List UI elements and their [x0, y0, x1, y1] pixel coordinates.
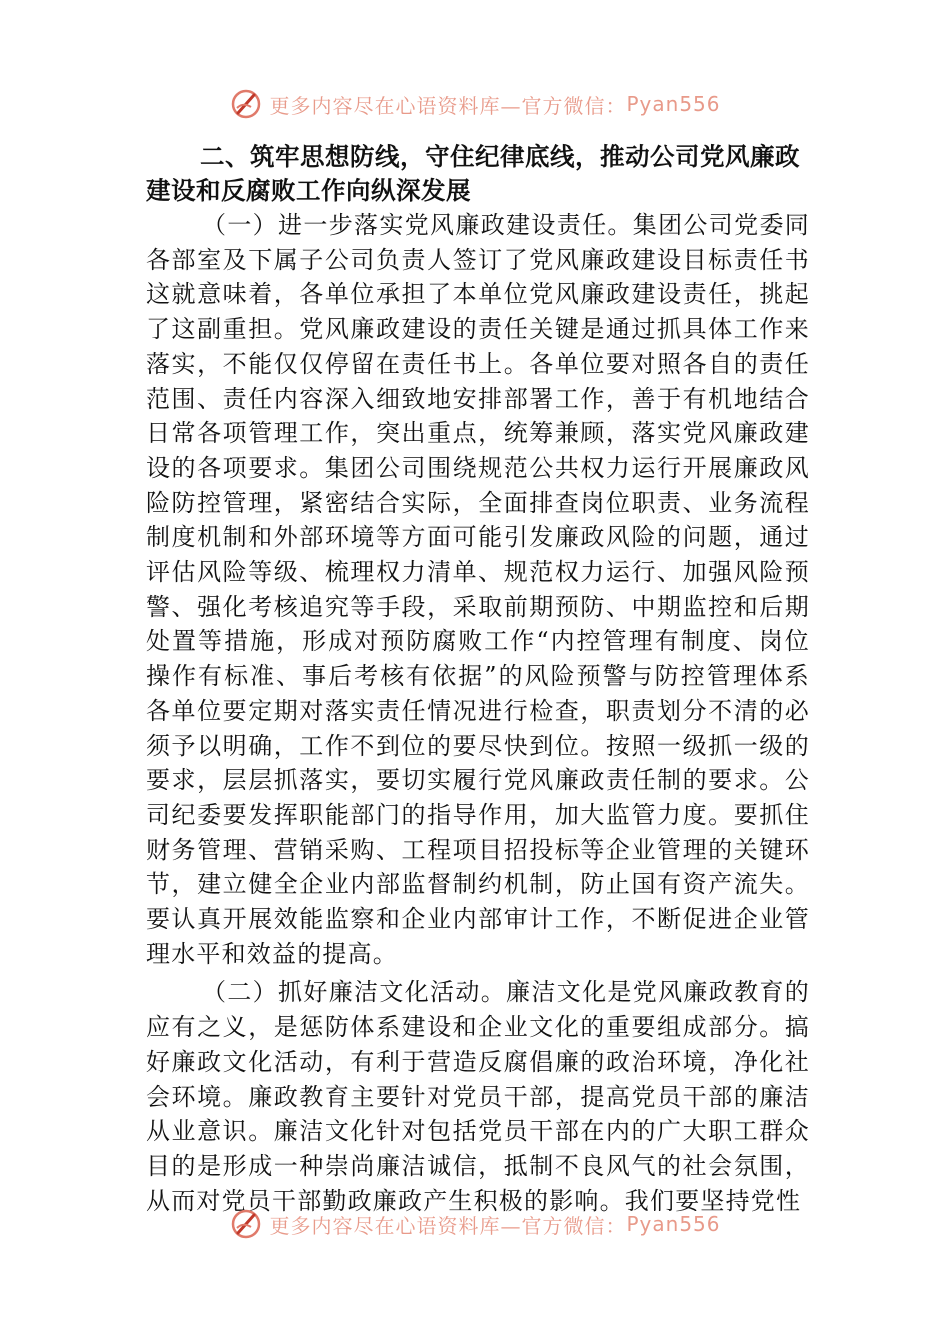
watermark-handle: Pyan556 — [626, 92, 721, 116]
pen-logo-icon — [229, 87, 263, 121]
paragraph-2: （二）抓好廉洁文化活动。廉洁文化是党风廉政教育的应有之义，是惩防体系建设和企业文化的重要组成部分。搞好廉政文化活动，有利于营造反腐倡廉的政治环境，净化社会环境。廉政教育主要针对党员干部，提高党员干部的廉洁从业意识。廉洁文化针对包括党员干部在内的广大职工群众目的是形成一种崇尚廉洁诚信，抵制不良风气的社会氛围，从而对党员干部勤政廉政产生积极的影响。我们要坚持党性 — [146, 978, 810, 1215]
watermark-bottom — [0, 1204, 950, 1244]
watermark-handle: Pyan556 — [626, 1212, 721, 1236]
pen-logo-icon — [229, 1207, 263, 1241]
watermark-text: 更多内容尽在心语资料库—官方微信： — [269, 1213, 627, 1238]
section-heading: 二、筑牢思想防线，守住纪律底线，推动公司党风廉政建设和反腐败工作向纵深发展 — [146, 142, 800, 205]
watermark-text: 更多内容尽在心语资料库—官方微信： — [269, 93, 627, 118]
paragraph-1: （一）进一步落实党风廉政建设责任。集团公司党委同各部室及下属子公司负责人签订了党风廉政建设目标责任书这就意味着，各单位承担了本单位党风廉政建设责任，挑起了这副重担。党风廉政建设的责任关键是通过抓具体工作来落实，不能仅仅停留在责任书上。各单位要对照各自的责任范围、责任内容深入细致地安排部署工作，善于有机地结合日常各项管理工作，突出重点，统筹兼顾，落实党风廉政建设的各项要求。集团公司围绕规范公共权力运行开展廉政风险防控管理，紧密结合实际，全面排查岗位职责、业务流程制度机制和外部环境等方面可能引发廉政风险的问题，通过评估风险等级、梳理权力清单、规范权力运行、加强风险预警、强化考核追究等手段，采取前期预防、中期监控和后期处置等措施，形成对预防腐败工作“内控管理有制度、岗位操作有标准、事后考核有依据”的风险预警与防控管理体系各单位要定期对落实责任情况进行检查，职责划分不清的必须予以明确，工作不到位的要尽快到位。按照一级抓一级的要求，层层抓落实，要切实履行党风廉政责任制的要求。公司纪委要发挥职能部门的指导作用，加大监管力度。要抓住财务管理、营销采购、工程项目招投标等企业管理的关键环节，建立健全企业内部监督制约机制，防止国有资产流失。要认真开展效能监察和企业内部审计工作，不断促进企业管理水平和效益的提高。 — [146, 211, 810, 968]
watermark-top — [0, 84, 950, 124]
document-body — [146, 140, 810, 1218]
